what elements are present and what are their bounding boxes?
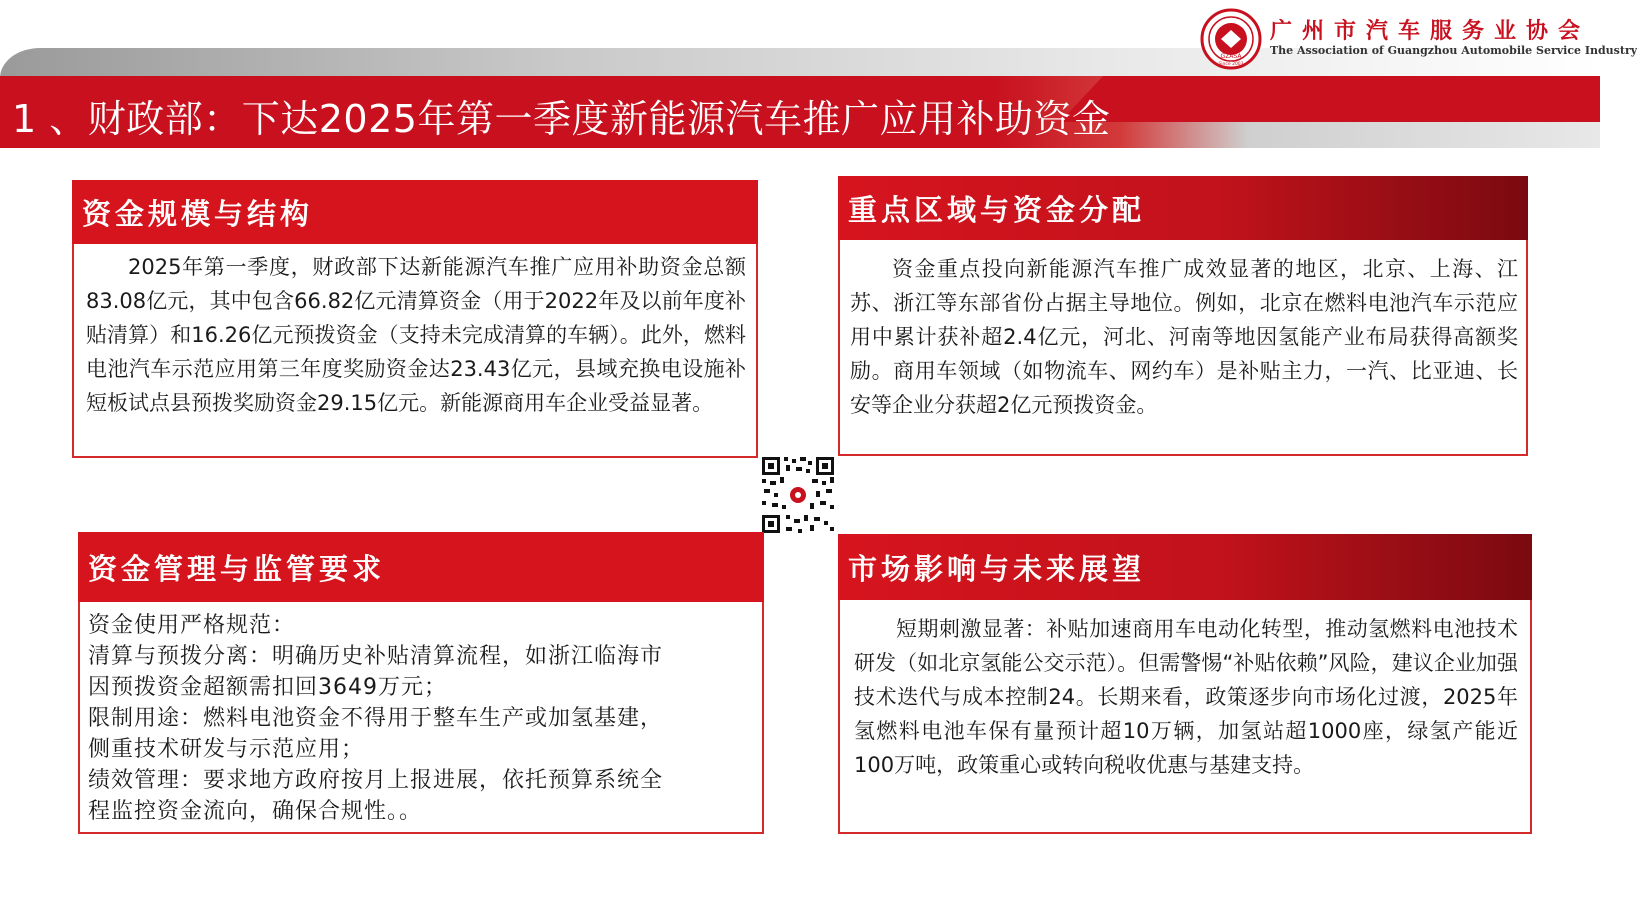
management-line: 侧重技术研发与示范应用； — [88, 737, 365, 762]
management-line: 因预拨资金超额需扣回3649万元； — [88, 675, 447, 700]
org-name-cn: 广州市汽车服务业协会 — [1270, 19, 1591, 44]
management-line: 清算与预拨分离：明确历史补贴清算流程，如浙江临海市 — [88, 644, 664, 669]
svg-text:GZASA: GZASA — [1220, 53, 1242, 60]
panel-management-heading: 资金管理与监管要求 — [78, 532, 764, 602]
panel-market-body — [854, 612, 1518, 782]
panel-region-heading: 重点区域与资金分配 — [838, 176, 1528, 240]
seal-icon — [1200, 8, 1262, 70]
panel-fund-scale-body — [86, 250, 746, 420]
management-line: 限制用途：燃料电池资金不得用于整车生产或加氢基建， — [88, 706, 664, 731]
panel-market-heading: 市场影响与未来展望 — [838, 534, 1532, 600]
market-text: 短期刺激显著：补贴加速商用车电动化转型，推动氢燃料电池技术研发（如北京氢能公交示范）。但需警惕“补贴依赖”风险，建议企业加强技术迭代与成本控制24。长期来看，政策逐步向市场化过渡，2025年氢燃料电池车保有量预计超10万辆，加氢站超1000座，绿氢产能近100万吨，政策重心或转向税收优惠与基建支持。 — [854, 617, 1518, 777]
region-text: 资金重点投向新能源汽车推广成效显著的地区，北京、上海、江苏、浙江等东部省份占据主导地位。例如，北京在燃料电池汽车示范应用中累计获补超2.4亿元，河北、河南等地因氢能产业布局获得高额奖励。商用车领域（如物流车、网约车）是补贴主力，一汽、比亚迪、长安等企业分获超2亿元预拨资金。 — [850, 257, 1518, 417]
panel-management-body — [88, 610, 758, 827]
panel-fund-scale-heading: 资金规模与结构 — [72, 180, 758, 244]
management-line: 程监控资金流向，确保合规性。。 — [88, 799, 423, 824]
title-bar-accent — [1060, 76, 1600, 122]
panel-region-body — [850, 252, 1518, 422]
org-logo — [1200, 6, 1637, 70]
svg-text:Since 2003: Since 2003 — [1218, 62, 1244, 67]
management-line: 绩效管理：要求地方政府按月上报进展，依托预算系统全 — [88, 768, 664, 793]
fund-scale-text: 2025年第一季度，财政部下达新能源汽车推广应用补助资金总额83.08亿元，其中包含66.82亿元清算资金（用于2022年及以前年度补贴清算）和16.26亿元预拨资金（支持未完成清算的车辆）。此外，燃料电池汽车示范应用第三年度奖励资金达23.43亿元，县域充换电设施补短板试点县预拨奖励资金29.15亿元。新能源商用车企业受益显著。 — [86, 255, 746, 415]
page-title: 1 、财政部：下达2025年第一季度新能源汽车推广应用补助资金 — [12, 97, 1111, 141]
management-line: 资金使用严格规范： — [88, 613, 296, 638]
qr-code-icon — [760, 455, 836, 535]
org-name-en: The Association of Guangzhou Automobile Service Industry — [1270, 44, 1637, 57]
